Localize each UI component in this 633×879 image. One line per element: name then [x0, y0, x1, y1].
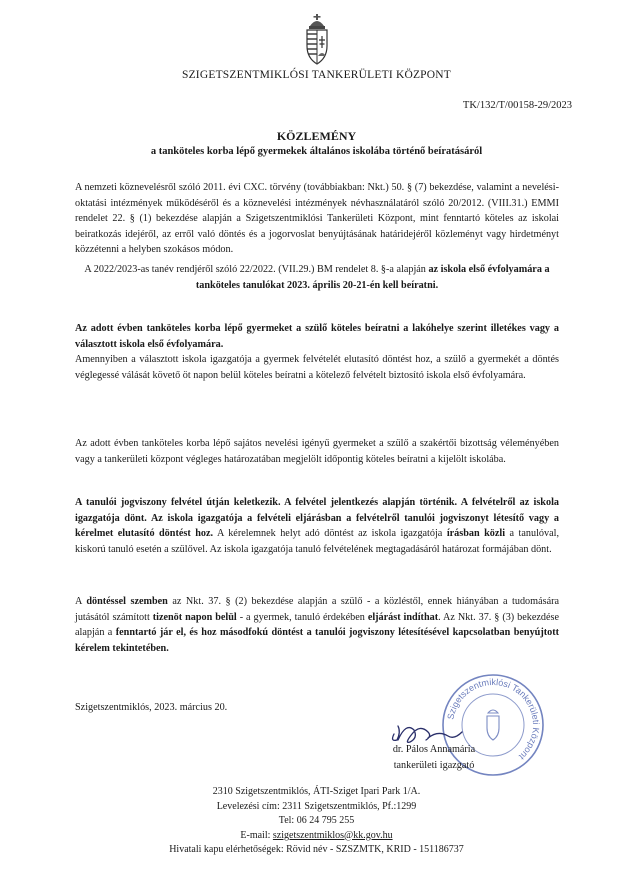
- admission-detail-a: A kérelemnek helyt adó döntést az iskola igazgatója: [213, 528, 447, 539]
- appeal-text-f: eljárást indíthat: [367, 611, 439, 623]
- footer-address: 2310 Szigetszentmiklós, ÁTI-Sziget Ipari Park 1/A.: [212, 786, 421, 797]
- parent-obligation-highlight: Az adott évben tanköteles korba lépő gyermeket a szülő köteles beíratni a lakóhelye szerint illetékes vagy a választott iskola első évfolyamára.: [75, 323, 559, 350]
- paragraph-admission: [75, 495, 559, 557]
- admission-detail-bold: írásban közli: [446, 528, 506, 539]
- appeal-text-g: . Az Nkt. 37. § (3) bekezdése alapján a: [75, 611, 559, 638]
- appeal-text-d: tizenöt napon belül: [152, 611, 237, 623]
- paragraph-legal-basis: A nemzeti köznevelésről szóló 2011. évi CXC. törvény (továbbiakban: Nkt.) 50. § (7) bekezdése, valamint a nevelési-oktatási intézmények működéséről és a köznevelési intézmények névhasználatáról szóló 20/2012. (VIII.31.) EMMI rendelet 22. § (1) bekezdése alapján a Szigetszentmiklósi Tankerületi Központ, mint fenntartó köteles az iskolai beiratkozás idejéről, az erről való döntés és a jogorvoslat benyújtásának határidejéről közleményt vagy hirdetményt közzétenni a helyben szokásos módon.: [75, 182, 559, 255]
- footer-gateway: Hivatali kapu elérhetőségek: Rövid név - SZSZMTK, KRID - 151186737: [169, 844, 464, 855]
- footer-mail-address: Levelezési cím: 2311 Szigetszentmiklós, Pf.:1299: [216, 800, 417, 812]
- coat-of-arms-icon: [301, 12, 333, 66]
- stamp-text: Szigetszentmiklósi Tankerületi Központ: [445, 676, 542, 762]
- signer-role: tankerületi igazgató: [393, 759, 475, 771]
- appeal-text-c: az Nkt. 37. § (2) bekezdése alapján a szülő - a közléstől, ennek hiányában a tudomására jutásától számított: [75, 596, 559, 623]
- appeal-text-a: A: [75, 596, 87, 607]
- appeal-text-e: - a gyermek, tanuló érdekében: [236, 611, 368, 623]
- admission-detail-c: a tanulóval, kiskorú tanuló esetén a szülővel. Az iskola igazgatója tanuló felvételének megtagadásáról határozat formájában dönt.: [75, 528, 560, 555]
- paragraph-enrollment-date: [75, 262, 559, 293]
- signer-block: [374, 742, 494, 773]
- document-title: KÖZLEMÉNY: [276, 129, 357, 143]
- enrollment-date-intro: A 2022/2023-as tanév rendjéről szóló 22/2022. (VII.29.) BM rendelet 8. §-a alapján: [84, 264, 429, 275]
- footer-email-link[interactable]: szigetszentmiklos@kk.gov.hu: [272, 829, 393, 841]
- paragraph-parent-obligation: [75, 321, 559, 383]
- footer-phone: Tel: 06 24 795 255: [278, 815, 355, 826]
- appeal-text-h: fenntartó jár el, és hoz másodfokú döntést a tanulói jogviszony létesítésével kapcsolatban benyújtott kérelem tekintetében.: [75, 627, 559, 654]
- organization-name: SZIGETSZENTMIKLÓSI TANKERÜLETI KÖZPONT: [181, 69, 452, 81]
- footer-email-label: E-mail:: [240, 829, 273, 841]
- signer-name: dr. Pálos Annamária: [392, 744, 476, 755]
- footer-contact: [0, 785, 633, 858]
- footer-email-line: [0, 829, 633, 844]
- appeal-text-b: döntéssel szemben: [86, 596, 168, 607]
- date-line: Szigetszentmiklós, 2023. március 20.: [75, 702, 228, 713]
- reference-number: TK/132/T/00158-29/2023: [462, 100, 572, 111]
- paragraph-appeal: [75, 594, 559, 656]
- enrollment-date-highlight: az iskola első évfolyamára a tanköteles tanulókat 2023. április 20-21-én kell beíratni.: [195, 264, 550, 291]
- parent-obligation-detail: Amennyiben a választott iskola igazgatója a gyermek felvételét elutasító döntést hoz, a szülő a gyermekét a döntés véglegessé válását követő öt napon belül köteles beíratni a kötelező felvételt biztosító iskola első évfolyamára.: [75, 354, 559, 381]
- document-subtitle: a tanköteles korba lépő gyermekek általános iskolába történő beíratásáról: [150, 146, 483, 157]
- paragraph-special-needs: Az adott évben tanköteles korba lépő sajátos nevelési igényű gyermeket a szülő a szakértői bizottság véleményében vagy a tankerületi központ végleges határozatában megjelölt időpontig köteles beíratni a kijelölt iskolába.: [75, 438, 559, 465]
- admission-highlight: A tanulói jogviszony felvétel útján keletkezik. A felvétel jelentkezés alapján történik. A felvételről az iskola igazgatója dönt. Az iskola igazgatója a felvételi eljárásban a felvételről tanulói jogviszonyt létesítő vagy a kérelmet elutasító döntést hoz.: [75, 497, 559, 539]
